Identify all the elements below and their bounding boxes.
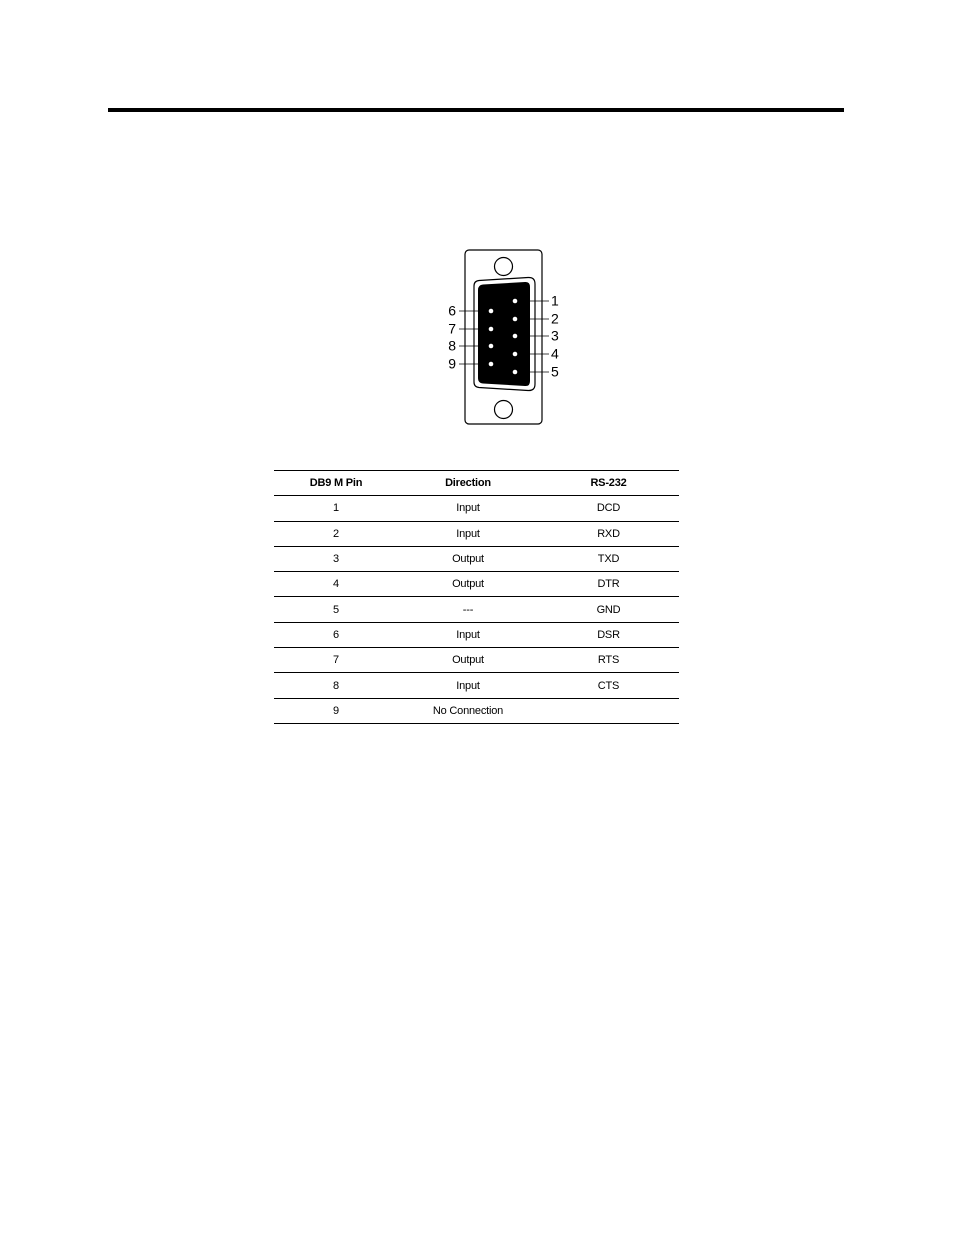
cell-direction: Input <box>398 622 538 647</box>
cell-pin: 9 <box>274 698 398 723</box>
d-sub-insert <box>478 282 530 386</box>
header-pin: DB9 M Pin <box>274 471 398 496</box>
pin-dot <box>489 309 494 314</box>
cell-direction: Output <box>398 572 538 597</box>
cell-pin: 2 <box>274 521 398 546</box>
cell-direction: Input <box>398 673 538 698</box>
cell-rs232: CTS <box>538 673 679 698</box>
cell-direction: Input <box>398 496 538 521</box>
table-row <box>274 597 679 622</box>
pin-number-label: 2 <box>551 310 559 327</box>
cell-rs232: RXD <box>538 521 679 546</box>
pin-dot <box>489 344 494 349</box>
cell-rs232: RTS <box>538 648 679 673</box>
top-mounting-hole <box>495 258 513 276</box>
pin-number-label: 7 <box>448 320 456 337</box>
cell-pin: 1 <box>274 496 398 521</box>
cell-pin: 3 <box>274 546 398 571</box>
pin-dot <box>489 327 494 332</box>
pin-number-label: 1 <box>551 292 559 309</box>
cell-pin: 6 <box>274 622 398 647</box>
pin-dot <box>513 317 518 322</box>
cell-rs232: DTR <box>538 572 679 597</box>
cell-rs232: GND <box>538 597 679 622</box>
cell-rs232: DSR <box>538 622 679 647</box>
table-row <box>274 546 679 571</box>
cell-pin: 7 <box>274 648 398 673</box>
pin-dot <box>513 334 518 339</box>
cell-pin: 4 <box>274 572 398 597</box>
pin-dot <box>513 370 518 375</box>
table-row <box>274 622 679 647</box>
cell-direction: No Connection <box>398 698 538 723</box>
cell-rs232: TXD <box>538 546 679 571</box>
pin-number-label: 6 <box>448 302 456 319</box>
pin-number-label: 3 <box>551 327 559 344</box>
table-row <box>274 496 679 521</box>
pin-number-label: 5 <box>551 363 559 380</box>
cell-pin: 8 <box>274 673 398 698</box>
bottom-mounting-hole <box>495 401 513 419</box>
cell-rs232 <box>538 698 679 723</box>
db9-connector-svg <box>440 246 570 430</box>
cell-direction: --- <box>398 597 538 622</box>
pin-dot <box>489 362 494 367</box>
pin-number-label: 9 <box>448 355 456 372</box>
cell-direction: Output <box>398 546 538 571</box>
cell-direction: Input <box>398 521 538 546</box>
pin-dot <box>513 299 518 304</box>
table-row <box>274 521 679 546</box>
pin-number-label: 4 <box>551 345 559 362</box>
table-row <box>274 572 679 597</box>
cell-direction: Output <box>398 648 538 673</box>
table-row <box>274 698 679 723</box>
pinout-table <box>274 470 679 724</box>
cell-rs232: DCD <box>538 496 679 521</box>
header-direction: Direction <box>398 471 538 496</box>
top-rule <box>108 108 844 112</box>
pin-table-container <box>274 470 679 724</box>
table-row <box>274 673 679 698</box>
table-body <box>274 496 679 724</box>
header-rs232: RS-232 <box>538 471 679 496</box>
pin-dot <box>513 352 518 357</box>
table-header-row <box>274 471 679 496</box>
table-row <box>274 648 679 673</box>
db9-connector-diagram <box>440 246 570 430</box>
pin-number-label: 8 <box>448 337 456 354</box>
cell-pin: 5 <box>274 597 398 622</box>
